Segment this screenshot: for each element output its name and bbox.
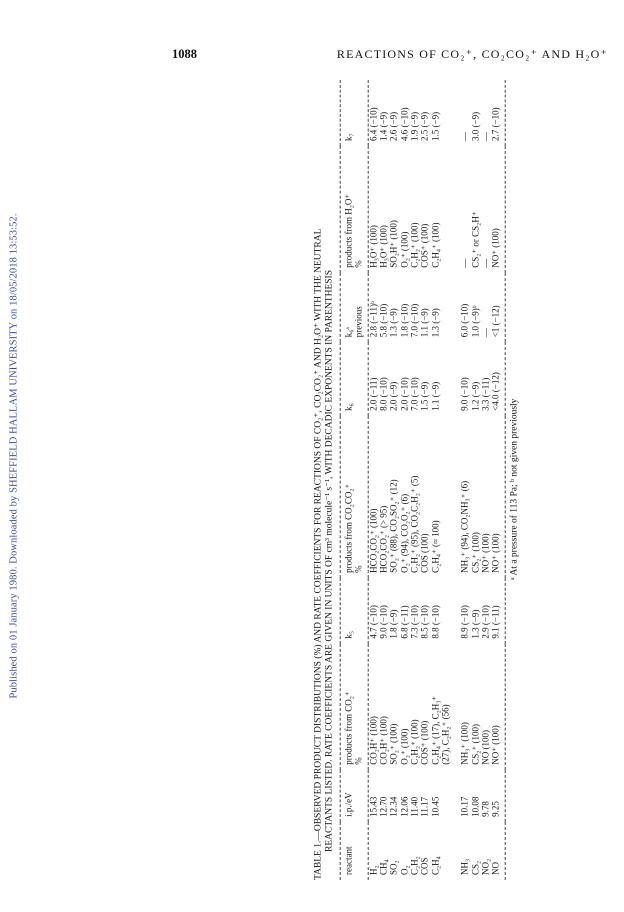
rotated-table-area bbox=[232, 70, 602, 890]
cell-k7: — bbox=[480, 131, 491, 141]
cell-products-h2o: O₂⁺ (100) bbox=[399, 231, 410, 268]
caption-line-2: REACTANTS LISTED. RATE COEFFICIENTS ARE GIVEN IN UNITS OF cm³ molecule⁻¹ s⁻¹, WITH DECADIC EXPONENTS IN PARENTHESIS bbox=[324, 270, 335, 852]
table-caption bbox=[314, 80, 336, 880]
cell-k6: 2.0 (−11) bbox=[368, 377, 379, 411]
cell-reactant: NO₂ bbox=[480, 858, 491, 875]
header-k6: k₆ bbox=[340, 342, 354, 416]
cell-k6: 3.3 (−11) bbox=[480, 377, 491, 411]
cell-products-co2: CO₂H⁺ (100) bbox=[378, 716, 389, 765]
cell-products-co2: O₂⁺ (100) bbox=[399, 728, 410, 765]
watermark-text: Published on 01 January 1980. Downloaded by SHEFFIELD HALLAM UNIVERSITY on 18/05/2018 13:53:52. bbox=[8, 213, 20, 699]
cell-k5: 8.8 (−10) bbox=[430, 605, 441, 639]
table-row bbox=[430, 80, 440, 880]
cell-ip: 11.17 bbox=[419, 796, 430, 817]
cell-k5: 8.9 (−10) bbox=[459, 605, 470, 639]
cell-products-co2: C₂H₄⁺ (17), C₂H₃⁺ bbox=[430, 695, 441, 765]
cell-products-h2o: H₃O⁺ (100) bbox=[368, 225, 379, 268]
cell-reactant bbox=[441, 822, 451, 880]
cell-reactant: C₂H₂ bbox=[409, 856, 420, 875]
table-row bbox=[379, 80, 389, 880]
cell-reactant: H₂ bbox=[368, 865, 379, 875]
table-row bbox=[470, 80, 480, 880]
table-row bbox=[481, 80, 491, 880]
cell-k7 bbox=[441, 80, 451, 146]
cell-k7: 1.9 (−9) bbox=[409, 111, 420, 141]
cell-products-co2co2: HCO₂CO₂⁺ (> 95) bbox=[378, 505, 389, 573]
header-previous: previous bbox=[354, 273, 368, 343]
cell-k6-previous: — bbox=[480, 328, 491, 338]
cell-k6: 2.0 (−9) bbox=[388, 381, 399, 411]
cell-products-h2o: — bbox=[480, 258, 491, 268]
cell-k6 bbox=[441, 342, 451, 416]
cell-products-co2co2: C₂H₂⁺ (95), CO₂C₂H₂⁺ (5) bbox=[409, 475, 420, 573]
cell-products-h2o: C₂H₂⁺ (100) bbox=[409, 222, 420, 268]
cell-reactant: SO₂ bbox=[388, 860, 399, 875]
cell-products-h2o: — bbox=[459, 258, 470, 268]
cell-k5: 7.3 (−10) bbox=[409, 605, 420, 639]
cell-products-co2: SO₂⁺ (100) bbox=[388, 723, 399, 765]
cell-products-co2: (27), C₂H₂⁺ (56) bbox=[440, 704, 451, 765]
cell-ip: 12.34 bbox=[388, 796, 399, 817]
page-number: 1088 bbox=[172, 47, 197, 61]
header-products-h2o: products from H₂O⁺ bbox=[340, 146, 354, 273]
cell-k6: 1.1 (−9) bbox=[430, 381, 441, 411]
header-ip: i.p./eV bbox=[340, 770, 354, 822]
cell-products-h2o: H₃O⁺ (100) bbox=[378, 225, 389, 268]
cell-k6: 8.0 (−10) bbox=[378, 377, 389, 411]
cell-products-co2co2: CS₂⁺ (100) bbox=[470, 532, 481, 573]
cell-products-co2co2: O₂⁺ (94), CO₂O₂⁺ (6) bbox=[399, 493, 410, 573]
table-body bbox=[368, 80, 505, 880]
cell-k6-previous: 6.0 (−10) bbox=[459, 303, 470, 338]
cell-k6: <4.0 (−12) bbox=[491, 342, 505, 416]
cell-products-co2: COS⁺ (100) bbox=[419, 720, 430, 765]
cell-k5: 9.1 (−11) bbox=[491, 578, 505, 644]
cell-products-co2: CS₂⁺ (100) bbox=[470, 724, 481, 765]
cell-ip: 12.06 bbox=[399, 796, 410, 817]
cell-k6-previous: 7.0 (−10) bbox=[409, 303, 420, 338]
cell-reactant: C₂H₄ bbox=[430, 856, 441, 875]
header-reactant: reactant bbox=[340, 822, 354, 880]
cell-reactant: CS₂ bbox=[470, 860, 481, 875]
cell-k5: 1.3 (−9) bbox=[470, 609, 481, 639]
cell-k6-previous: 1.3 (−9) bbox=[388, 308, 399, 338]
cell-ip: 11.40 bbox=[409, 796, 420, 817]
cell-k5: 2.9 (−10) bbox=[480, 605, 491, 639]
caption-line-1: TABLE 1.—OBSERVED PRODUCT DISTRIBUTIONS (%) AND RATE COEFFICIENTS FOR REACTIONS OF CO₂⁺, CO₂CO₂⁺ AND H₂O⁺ WITH THE NEUTRAL bbox=[313, 228, 324, 880]
cell-products-h2o: CS₂⁺ or CS₂H⁺ bbox=[470, 211, 481, 268]
table-row bbox=[420, 80, 430, 880]
cell-k6-previous: <1 (−12) bbox=[491, 273, 505, 343]
cell-k5: 6.8 (−11) bbox=[399, 605, 410, 639]
cell-ip: 12.70 bbox=[378, 796, 389, 817]
cell-products-h2o bbox=[441, 146, 451, 273]
cell-products-co2co2: NO⁺ (100) bbox=[480, 533, 491, 573]
cell-k7: 6.4 (−10) bbox=[368, 107, 379, 141]
running-head: REACTIONS OF CO₂⁺, CO₂CO₂⁺ AND H₂O⁺ bbox=[336, 47, 608, 61]
cell-products-h2o: COS⁺ (100) bbox=[419, 223, 430, 268]
cell-ip: 10.45 bbox=[430, 796, 441, 817]
cell-k7: 2.5 (−9) bbox=[419, 111, 430, 141]
cell-products-co2co2 bbox=[441, 416, 451, 578]
header-k7: k₇ bbox=[340, 80, 354, 146]
cell-k6: 9.0 (−10) bbox=[459, 377, 470, 411]
cell-k7: — bbox=[459, 131, 470, 141]
table-row bbox=[491, 80, 505, 880]
cell-reactant: NH₃ bbox=[459, 858, 470, 875]
cell-products-co2co2: C₂H₄⁺ (≈ 100) bbox=[430, 520, 441, 573]
table-row bbox=[410, 80, 420, 880]
cell-k6-previous: 1.0 (−9)ᵇ bbox=[470, 305, 481, 338]
cell-products-co2: C₂H₂⁺ (100) bbox=[409, 719, 420, 765]
table-footnote: ᵃ At a pressure of 113 Pa; ᵇ not given previously bbox=[509, 398, 520, 580]
cell-k6: 1.2 (−9) bbox=[470, 381, 481, 411]
cell-k5 bbox=[441, 578, 451, 644]
cell-products-co2co2: NO⁺ (100) bbox=[491, 416, 505, 578]
table-row bbox=[441, 80, 451, 880]
cell-k6-previous: 1.1 (−9) bbox=[419, 308, 430, 338]
download-watermark bbox=[2, 0, 26, 912]
cell-k5: 9.0 (−10) bbox=[378, 605, 389, 639]
cell-reactant: NO bbox=[491, 822, 505, 880]
cell-ip bbox=[441, 770, 451, 822]
header-percent: % bbox=[354, 416, 368, 578]
header-percent: % bbox=[354, 644, 368, 770]
cell-k7: 1.4 (−9) bbox=[378, 111, 389, 141]
cell-ip: 10.17 bbox=[459, 796, 470, 817]
cell-products-co2co2: HCO₂CO₂⁺ (100) bbox=[368, 508, 379, 573]
cell-k6: 7.0 (−10) bbox=[409, 377, 420, 411]
rotated-table-block bbox=[314, 80, 521, 880]
cell-k6-previous: 5.8 (−10) bbox=[378, 303, 389, 338]
cell-k6-previous: 1.8 (−10) bbox=[399, 303, 410, 338]
data-table bbox=[340, 80, 506, 880]
cell-k7: 1.5 (−9) bbox=[430, 111, 441, 141]
cell-reactant: O₂ bbox=[399, 865, 410, 875]
cell-k6-previous: 2.8 (−11)ᵇ bbox=[368, 301, 379, 338]
cell-products-h2o: C₂H₄⁺ (100) bbox=[430, 222, 441, 268]
cell-k7: 2.7 (−10) bbox=[491, 80, 505, 146]
cell-ip: 10.08 bbox=[470, 796, 481, 817]
cell-products-co2co2: SO₂⁺ (88), CO₂SO₂⁺ (12) bbox=[388, 479, 399, 573]
cell-reactant: COS bbox=[419, 857, 430, 875]
table-row bbox=[451, 80, 470, 880]
table-row bbox=[368, 80, 379, 880]
cell-k6-previous: 1.3 (−9) bbox=[430, 308, 441, 338]
cell-ip: 9.78 bbox=[480, 801, 491, 817]
cell-k5: 4.7 (−10) bbox=[368, 605, 379, 639]
cell-k5: 1.8 (−9) bbox=[388, 609, 399, 639]
cell-k6: 2.0 (−10) bbox=[399, 377, 410, 411]
table-row bbox=[389, 80, 399, 880]
cell-k7: 3.0 (−9) bbox=[470, 111, 481, 141]
cell-products-co2: NO (100) bbox=[480, 729, 491, 765]
cell-k7: 2.6 (−9) bbox=[388, 111, 399, 141]
header-k6-previous: k₆ᵃ bbox=[340, 273, 354, 343]
cell-k6-previous bbox=[441, 273, 451, 343]
cell-products-co2: NO⁺ (100) bbox=[491, 644, 505, 770]
cell-products-co2: NH₃⁺ (100) bbox=[459, 722, 470, 765]
header-products-co2: products from CO₂⁺ bbox=[340, 644, 354, 770]
cell-reactant: CH₄ bbox=[378, 859, 389, 875]
cell-k6: 1.5 (−9) bbox=[419, 381, 430, 411]
header-k5: k₅ bbox=[340, 578, 354, 644]
cell-products-co2co2: NH₃⁺ (94), CO₂NH₃⁺ (6) bbox=[459, 480, 470, 573]
cell-k5: 8.5 (−10) bbox=[419, 605, 430, 639]
cell-products-h2o: NO⁺ (100) bbox=[491, 146, 505, 273]
table-row bbox=[399, 80, 409, 880]
cell-ip: 15.43 bbox=[368, 796, 379, 817]
header-percent: % bbox=[354, 146, 368, 273]
cell-products-h2o: SO₂H⁺ (100) bbox=[388, 220, 399, 268]
cell-k7: 4.6 (−10) bbox=[399, 107, 410, 141]
cell-products-co2co2: COS (100) bbox=[419, 533, 430, 573]
cell-products-co2: CO₂H⁺ (100) bbox=[368, 716, 379, 765]
cell-ip: 9.25 bbox=[491, 770, 505, 822]
header-products-co2co2: products from CO₂CO₂⁺ bbox=[340, 416, 354, 578]
